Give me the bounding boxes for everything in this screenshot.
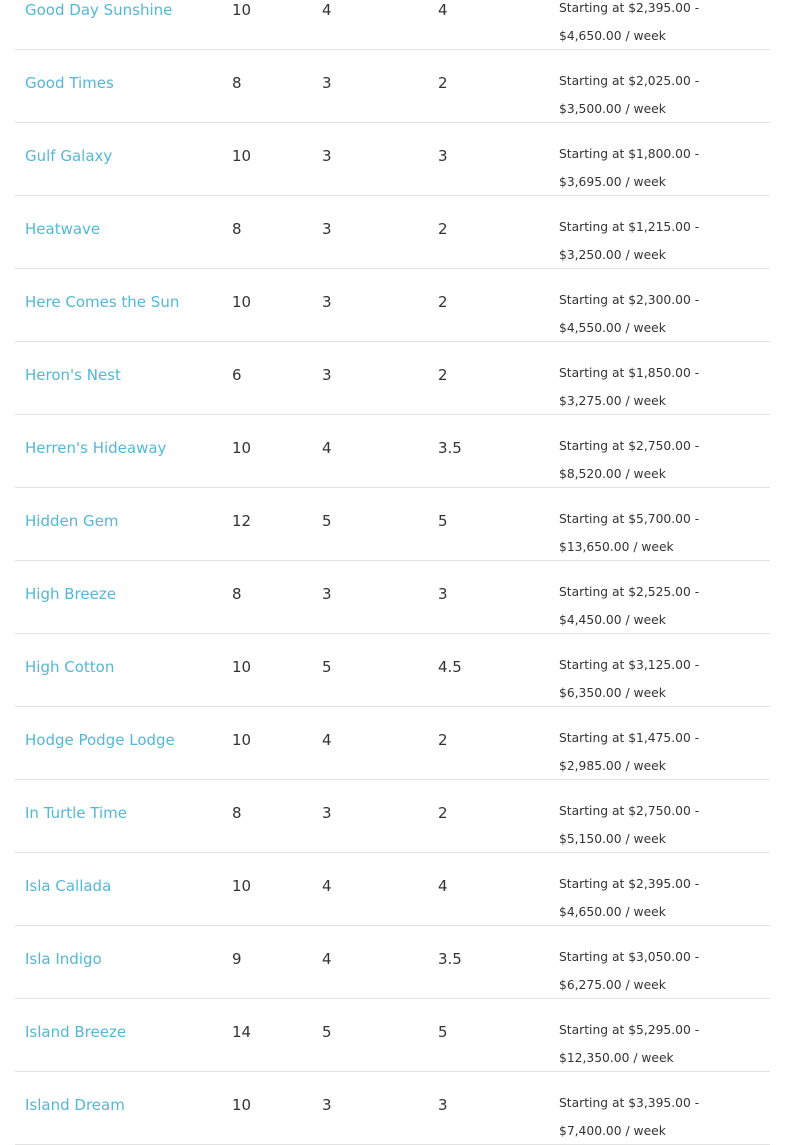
- table-row: [15, 269, 770, 342]
- rental-name-link[interactable]: Gulf Galaxy: [25, 147, 113, 165]
- rate-value: Starting at $1,850.00 - $3,275.00 / week: [559, 366, 700, 408]
- rate-value: Starting at $1,800.00 - $3,695.00 / week: [559, 147, 700, 189]
- rental-name-link[interactable]: Island Breeze: [25, 1023, 127, 1041]
- rental-name-link[interactable]: Good Day Sunshine: [25, 1, 173, 19]
- bedrooms-value: 5: [322, 658, 332, 676]
- rate-value: Starting at $3,395.00 - $7,400.00 / week: [559, 1096, 700, 1138]
- table-row: [15, 196, 770, 269]
- rental-name-link[interactable]: Hodge Podge Lodge: [25, 731, 175, 749]
- bedrooms-value: 3: [322, 366, 332, 384]
- rate-value: Starting at $2,750.00 - $5,150.00 / week: [559, 804, 700, 846]
- table-row: [15, 1072, 770, 1145]
- baths-value: 5: [438, 512, 448, 530]
- rental-name-link[interactable]: In Turtle Time: [25, 804, 128, 822]
- rental-name-link[interactable]: High Breeze: [25, 585, 116, 603]
- rate-value: Starting at $2,300.00 - $4,550.00 / week: [559, 293, 700, 335]
- baths-value: 3.5: [438, 950, 462, 968]
- table-row: [15, 342, 770, 415]
- bedrooms-value: 3: [322, 147, 332, 165]
- table-row: [15, 415, 770, 488]
- bedrooms-value: 4: [322, 439, 332, 457]
- table-row: [15, 780, 770, 853]
- bedrooms-value: 3: [322, 585, 332, 603]
- rate-value: Starting at $1,215.00 - $3,250.00 / week: [559, 220, 700, 262]
- rental-name-link[interactable]: High Cotton: [25, 658, 115, 676]
- sleeps-value: 6: [232, 366, 242, 384]
- baths-value: 2: [438, 220, 448, 238]
- sleeps-value: 10: [232, 293, 252, 311]
- sleeps-value: 8: [232, 804, 242, 822]
- sleeps-value: 9: [232, 950, 242, 968]
- sleeps-value: 10: [232, 658, 252, 676]
- rental-name-link[interactable]: Isla Indigo: [25, 950, 102, 968]
- bedrooms-value: 5: [322, 512, 332, 530]
- sleeps-value: 10: [232, 1096, 252, 1114]
- rate-value: Starting at $2,525.00 - $4,450.00 / week: [559, 585, 700, 627]
- sleeps-value: 8: [232, 220, 242, 238]
- sleeps-value: 12: [232, 512, 252, 530]
- rentals-table: [15, 0, 770, 1145]
- bedrooms-value: 3: [322, 293, 332, 311]
- baths-value: 4.5: [438, 658, 462, 676]
- table-row: [15, 634, 770, 707]
- rental-name-link[interactable]: Hidden Gem: [25, 512, 119, 530]
- baths-value: 3: [438, 147, 448, 165]
- bedrooms-value: 3: [322, 74, 332, 92]
- baths-value: 4: [438, 1, 448, 19]
- table-row: [15, 926, 770, 999]
- rate-value: Starting at $2,750.00 - $8,520.00 / week: [559, 439, 700, 481]
- baths-value: 4: [438, 877, 448, 895]
- baths-value: 2: [438, 366, 448, 384]
- sleeps-value: 10: [232, 439, 252, 457]
- table-row: [15, 707, 770, 780]
- table-row: [15, 50, 770, 123]
- sleeps-value: 14: [232, 1023, 252, 1041]
- rate-value: Starting at $1,475.00 - $2,985.00 / week: [559, 731, 700, 773]
- sleeps-value: 10: [232, 1, 252, 19]
- bedrooms-value: 3: [322, 804, 332, 822]
- table-row: [15, 999, 770, 1072]
- table-row: [15, 853, 770, 926]
- baths-value: 3.5: [438, 439, 462, 457]
- bedrooms-value: 3: [322, 1096, 332, 1114]
- rate-value: Starting at $5,700.00 - $13,650.00 / week: [559, 512, 700, 554]
- sleeps-value: 10: [232, 877, 252, 895]
- sleeps-value: 10: [232, 731, 252, 749]
- bedrooms-value: 3: [322, 220, 332, 238]
- bedrooms-value: 4: [322, 877, 332, 895]
- rate-value: Starting at $2,395.00 - $4,650.00 / week: [559, 1, 700, 43]
- rate-value: Starting at $3,125.00 - $6,350.00 / week: [559, 658, 700, 700]
- rate-value: Starting at $3,050.00 - $6,275.00 / week: [559, 950, 700, 992]
- sleeps-value: 8: [232, 74, 242, 92]
- sleeps-value: 8: [232, 585, 242, 603]
- rate-value: Starting at $2,025.00 - $3,500.00 / week: [559, 74, 700, 116]
- rental-name-link[interactable]: Here Comes the Sun: [25, 293, 180, 311]
- rental-name-link[interactable]: Good Times: [25, 74, 114, 92]
- rental-name-link[interactable]: Herren's Hideaway: [25, 439, 167, 457]
- rental-name-link[interactable]: Isla Callada: [25, 877, 112, 895]
- bedrooms-value: 4: [322, 950, 332, 968]
- baths-value: 3: [438, 585, 448, 603]
- table-row: [15, 561, 770, 634]
- bedrooms-value: 4: [322, 731, 332, 749]
- rate-value: Starting at $5,295.00 - $12,350.00 / week: [559, 1023, 700, 1065]
- rental-name-link[interactable]: Heron's Nest: [25, 366, 121, 384]
- sleeps-value: 10: [232, 147, 252, 165]
- baths-value: 2: [438, 731, 448, 749]
- rental-name-link[interactable]: Island Dream: [25, 1096, 125, 1114]
- bedrooms-value: 5: [322, 1023, 332, 1041]
- bedrooms-value: 4: [322, 1, 332, 19]
- baths-value: 5: [438, 1023, 448, 1041]
- table-row: [15, 488, 770, 561]
- baths-value: 2: [438, 293, 448, 311]
- table-row: [15, 0, 770, 50]
- baths-value: 3: [438, 1096, 448, 1114]
- baths-value: 2: [438, 74, 448, 92]
- rate-value: Starting at $2,395.00 - $4,650.00 / week: [559, 877, 700, 919]
- table-row: [15, 123, 770, 196]
- rental-name-link[interactable]: Heatwave: [25, 220, 101, 238]
- baths-value: 2: [438, 804, 448, 822]
